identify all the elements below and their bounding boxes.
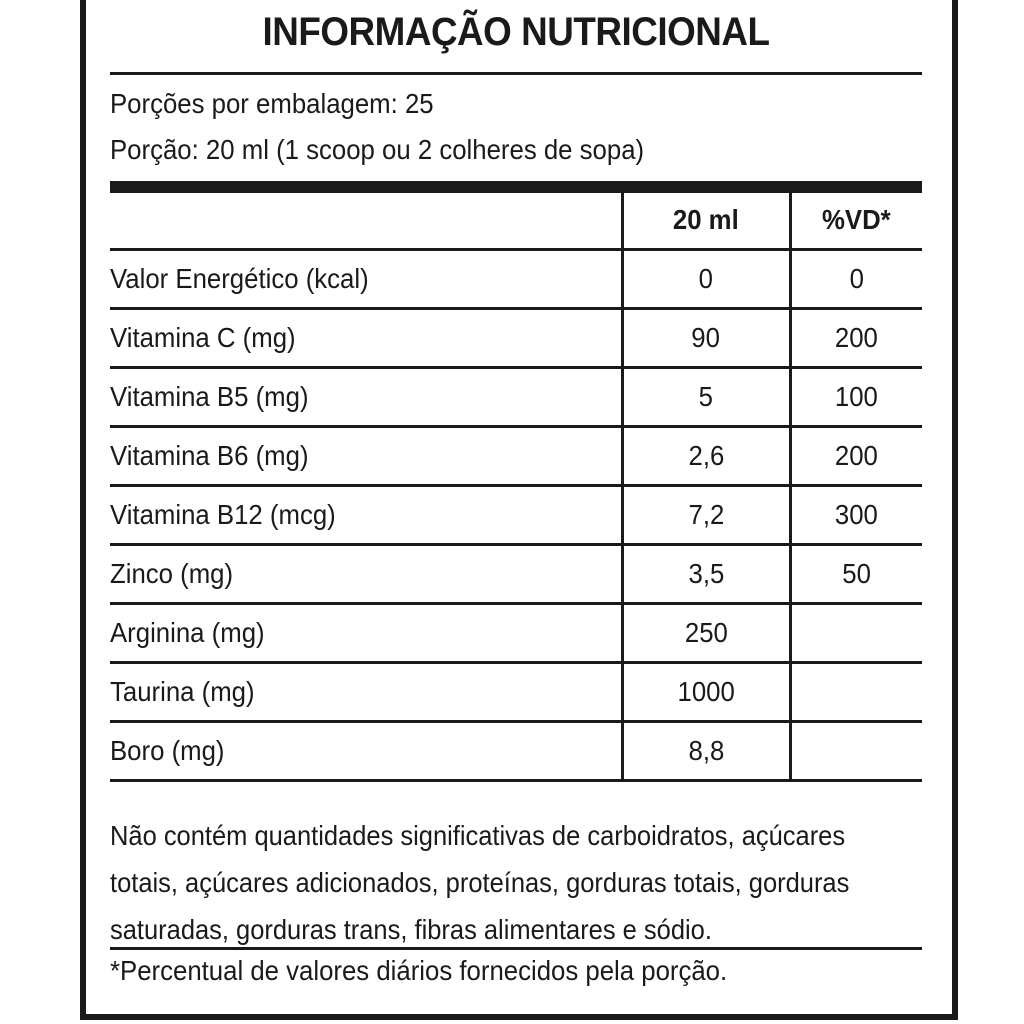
nutrient-amount: 3,5	[622, 544, 790, 603]
nutrient-daily-value	[790, 721, 922, 780]
header-name	[110, 193, 622, 249]
nutrient-amount: 2,6	[622, 426, 790, 485]
table-body	[110, 249, 922, 780]
header-daily-value: %VD*	[790, 193, 922, 249]
nutrient-amount: 5	[622, 367, 790, 426]
thick-divider	[110, 181, 922, 193]
nutrient-amount: 90	[622, 308, 790, 367]
table-row	[110, 603, 922, 662]
nutrient-name: Boro (mg)	[110, 721, 622, 780]
title-divider	[110, 72, 922, 75]
nutrient-amount: 7,2	[622, 485, 790, 544]
nutrient-amount: 1000	[622, 662, 790, 721]
nutrient-daily-value: 200	[790, 308, 922, 367]
table-row	[110, 426, 922, 485]
servings-per-package: Porções por embalagem: 25	[110, 88, 434, 119]
nutrient-name: Vitamina B6 (mg)	[110, 426, 622, 485]
nutrient-name: Vitamina B5 (mg)	[110, 367, 622, 426]
table-row	[110, 544, 922, 603]
nutrition-table	[110, 193, 922, 782]
table-row	[110, 308, 922, 367]
table-row	[110, 662, 922, 721]
table-header-row	[110, 193, 922, 249]
nutrient-daily-value: 0	[790, 249, 922, 308]
nutrient-name: Vitamina C (mg)	[110, 308, 622, 367]
label-title: INFORMAÇÃO NUTRICIONAL	[262, 10, 770, 54]
nutrient-name: Taurina (mg)	[110, 662, 622, 721]
nutrient-daily-value: 100	[790, 367, 922, 426]
nutrient-daily-value: 200	[790, 426, 922, 485]
nutrient-name: Zinco (mg)	[110, 544, 622, 603]
nutrient-daily-value: 300	[790, 485, 922, 544]
nutrient-daily-value	[790, 662, 922, 721]
table-row	[110, 367, 922, 426]
nutrient-name: Vitamina B12 (mcg)	[110, 485, 622, 544]
nutrient-daily-value: 50	[790, 544, 922, 603]
daily-value-footnote: *Percentual de valores diários fornecidos pela porção.	[110, 955, 728, 986]
serving-size: Porção: 20 ml (1 scoop ou 2 colheres de sopa)	[110, 134, 645, 165]
header-amount: 20 ml	[622, 193, 790, 249]
table-row	[110, 485, 922, 544]
nutrient-amount: 0	[622, 249, 790, 308]
nutrient-name: Valor Energético (kcal)	[110, 249, 622, 308]
nutrient-name: Arginina (mg)	[110, 603, 622, 662]
nutrient-amount: 8,8	[622, 721, 790, 780]
table-row	[110, 249, 922, 308]
nutrient-daily-value	[790, 603, 922, 662]
table-row	[110, 721, 922, 780]
not-significant-note: Não contém quantidades significativas de carboidratos, açúcares totais, açúcares adicionados, proteínas, gorduras totais, gorduras saturadas, gorduras trans, fibras alimentares e sódio.	[110, 820, 850, 945]
nutrient-amount: 250	[622, 603, 790, 662]
footnote-divider	[110, 947, 922, 950]
